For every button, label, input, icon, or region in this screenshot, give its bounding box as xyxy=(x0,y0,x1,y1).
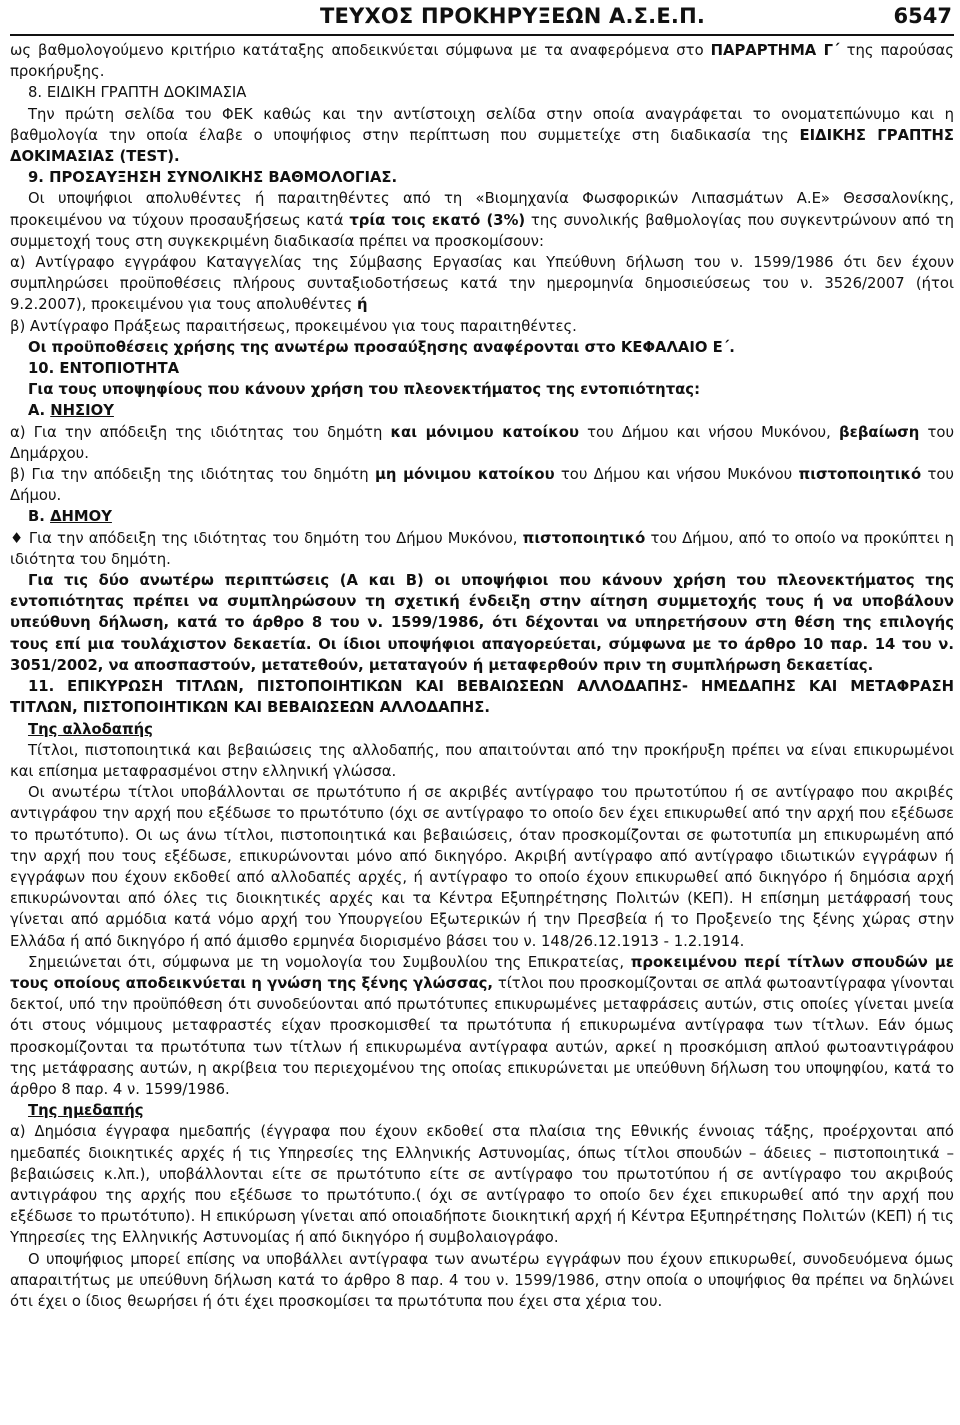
emphasized-text: Για τις δύο ανωτέρω περιπτώσεις (Α και Β) οι υποψήφιοι που κάνουν χρήση του πλεονεκτήματος της εντοπιότητας πρέπει να συμπληρώσουν τη σχετική ένδειξη στην αίτηση συμμετοχής τους ή να υποβάλουν υπεύθυνη δήλωση, κατά το άρθρο 8 του ν. 1599/1986, ότι δέχονται να υπηρετήσουν στη θέση της επιλογής τους επί μια τουλάχιστον δεκαετία. Οι ίδιοι υποψήφιοι απαγορεύεται, σύμφωνα με το άρθρο 10 παρ. 14 του ν. 3051/2002, να αποσπαστούν, μετατεθούν, μεταταγούν ή μεταφερθούν πριν τη συμπλήρωση δεκαετίας. xyxy=(10,572,954,674)
paragraph xyxy=(10,316,954,337)
paragraph xyxy=(10,952,954,1100)
document-body xyxy=(10,40,954,1312)
paragraph xyxy=(10,40,954,82)
text-run: α) Δημόσια έγγραφα ημεδαπής (έγγραφα που έχουν εκδοθεί στα πλαίσια της Εθνικής έννοιας τάξης, προέρχονται από ημεδαπές διοικητικές αρχές ή τις Υπηρεσίες της Ελληνικής Αστυνομίας, όπως τίτλοι σπουδών – άδειες – πιστοποιητικά – βεβαιώσεις κ.λπ.), υποβάλλονται είτε σε πρωτότυπο είτε σε αντίγραφο του πρωτοτύπου ή σε αντίγραφο του ακριβούς αντιγράφου της αρχής που εξέδωσε το πρωτότυπο.( όχι σε αντίγραφο το οποίο δεν έχει επικυρωθεί από την αρχή που εξέδωσε το πρωτότυπο). Η επικύρωση γίνεται από οποιαδήποτε διοικητική αρχή ή Κέντρα Εξυπηρέτησης Πολιτών (ΚΕΠ) ή τις Υπηρεσίες της Ελληνικής Αστυνομίας ή από δικηγόρο ή συμβολαιογράφο. xyxy=(10,1123,954,1247)
text-run: του Δήμου, από το οποίο να προκύπτει η ιδιότητα του δημότη. xyxy=(10,529,954,568)
text-run: 8. ΕΙΔΙΚΗ ΓΡΑΠΤΗ ΔΟΚΙΜΑΣΙΑ xyxy=(28,84,247,102)
text-run: ως βαθμολογούμενο κριτήριο κατάταξης αποδεικνύεται σύμφωνα με τα αναφερόμενα στο xyxy=(10,42,711,59)
text-run: του Δήμου και νήσου Μυκόνου, xyxy=(578,423,839,441)
emphasized-text: 11. ΕΠΙΚΥΡΩΣΗ ΤΙΤΛΩΝ, ΠΙΣΤΟΠΟΙΗΤΙΚΩΝ ΚΑΙ ΒΕΒΑΙΩΣΕΩΝ ΑΛΛΟΔΑΠΗΣ- ΗΜΕΔΑΠΗΣ ΚΑΙ ΜΕΤΑΦΡΑΣΗ ΤΙΤΛΩΝ, ΠΙΣΤΟΠΟΙΗΤΙΚΩΝ ΚΑΙ ΒΕΒΑΙΩΣΕΩΝ ΑΛΛΟΔΑΠΗΣ. xyxy=(10,678,954,717)
paragraph xyxy=(10,167,954,188)
emphasized-text: 9. ΠΡΟΣΑΥΞΗΣΗ ΣΥΝΟΛΙΚΗΣ ΒΑΘΜΟΛΟΓΙΑΣ. xyxy=(28,169,398,187)
paragraph xyxy=(10,740,954,782)
emphasized-text: Α. xyxy=(28,402,51,420)
paragraph xyxy=(10,337,954,358)
paragraph xyxy=(10,464,954,506)
emphasized-text: Β. xyxy=(28,508,51,526)
paragraph xyxy=(10,422,954,464)
emphasized-text: Οι προϋποθέσεις χρήσης της ανωτέρω προσαύξησης αναφέρονται στο ΚΕΦΑΛΑΙΟ Ε΄. xyxy=(28,338,735,356)
emphasized-text: Για τους υποψηφίους που κάνουν χρήση του πλεονεκτήματος της εντοπιότητας: xyxy=(28,381,700,399)
paragraph xyxy=(10,506,954,527)
text-run: ♦ Για την απόδειξη της ιδιότητας του δημότη του Δήμου Μυκόνου, xyxy=(10,529,523,547)
paragraph xyxy=(10,1100,954,1121)
emphasized-text: τρία τοις εκατό (3%) xyxy=(349,211,526,229)
text-run: της συνολικής βαθμολογίας που συγκεντρώνουν από τη συμμετοχή τους στη συγκεκριμένη διαδικασία πρέπει να προσκομίσουν: xyxy=(10,211,954,250)
text-run: Τίτλοι, πιστοποιητικά και βεβαιώσεις της αλλοδαπής, που απαιτούνται από την προκήρυξη πρέπει να είναι επικυρωμένοι και επίσημα μεταφρασμένοι στην ελληνική γλώσσα. xyxy=(10,741,954,780)
text-run: Την πρώτη σελίδα του ΦΕΚ καθώς και την αντίστοιχη σελίδα στην οποία αναγράφεται το ονοματεπώνυμο και η βαθμολογία την οποία έλαβε ο υποψήφιος στην περίπτωση που συμμετείχε στη διαδικασία της xyxy=(10,105,954,144)
emphasized-text: πιστοποιητικό xyxy=(798,466,922,484)
emphasized-text: βεβαίωση xyxy=(839,423,920,441)
paragraph xyxy=(10,528,954,570)
text-run: του Δήμου και νήσου Μυκόνου xyxy=(554,466,799,484)
emphasized-text: Της αλλοδαπής xyxy=(28,720,153,738)
publication-title: ΤΕΥΧΟΣ ΠΡΟΚΗΡΥΞΕΩΝ Α.Σ.Ε.Π. xyxy=(320,4,706,28)
text-run: του Δήμου. xyxy=(10,466,954,505)
paragraph xyxy=(10,1121,954,1248)
emphasized-text: ΠΑΡΑΡΤΗΜΑ Γ΄ xyxy=(710,42,840,59)
text-run: Οι υποψήφιοι απολυθέντες ή παραιτηθέντες από τη «Βιομηχανία Φωσφορικών Λιπασμάτων Α.Ε» Θεσσαλονίκης, προκειμένου να τύχουν προσαυξήσεως κατά xyxy=(10,190,954,229)
paragraph xyxy=(10,379,954,400)
paragraph xyxy=(10,82,954,103)
emphasized-text: προκειμένου περί τίτλων σπουδών με τους οποίους αποδεικνύεται η γνώση της ξένης γλώσσας, xyxy=(10,953,954,992)
text-run: β) Αντίγραφο Πράξεως παραιτήσεως, προκειμένου για τους παραιτηθέντες. xyxy=(10,317,577,335)
paragraph xyxy=(10,676,954,718)
document-page xyxy=(10,0,954,1312)
text-run: της παρούσας προκήρυξης. xyxy=(10,42,954,81)
emphasized-text: και μόνιμου κατοίκου xyxy=(390,423,579,441)
text-run: του Δημάρχου. xyxy=(10,423,955,462)
paragraph xyxy=(10,400,954,421)
text-run: Σημειώνεται ότι, σύμφωνα με τη νομολογία του Συμβουλίου της Επικρατείας, xyxy=(28,953,631,971)
paragraph xyxy=(10,252,954,316)
paragraph xyxy=(10,719,954,740)
emphasized-text: ΔΗΜΟΥ xyxy=(50,508,112,526)
text-run: α) Αντίγραφο εγγράφου Καταγγελίας της Σύμβασης Εργασίας και Υπεύθυνη δήλωση του ν. 1599/1986 ότι δεν έχουν συμπληρώσει προϋποθέσεις πλήρους συνταξιοδοτήσεως κατά την ημερομηνία δημοσιεύσεως του ν. 3526/2007 (ήτοι 9.2.2007), προκειμένου για τους απολυθέντες xyxy=(10,254,954,314)
emphasized-text: μη μόνιμου κατοίκου xyxy=(374,466,555,484)
emphasized-text: πιστοποιητικό xyxy=(522,529,646,547)
text-run: Ο υποψήφιος μπορεί επίσης να υποβάλλει αντίγραφα των ανωτέρω εγγράφων που έχουν επικυρωθεί, συνοδευόμενα όμως απαραιτήτως με υπεύθυνη δήλωση κατά το άρθρο 8 παρ. 4 του ν. 1599/1986, στην οποία ο υποψήφιος θα πρέπει να δηλώνει ότι έχει ο ίδιος θεωρήσει ή ότι έχει προσκομίσει τα πρωτότυπα που έχει στα χέρια του. xyxy=(10,1250,954,1310)
text-run: α) Για την απόδειξη της ιδιότητας του δημότη xyxy=(10,423,391,441)
paragraph xyxy=(10,570,954,676)
paragraph xyxy=(10,782,954,952)
emphasized-text: ΝΗΣΙΟΥ xyxy=(50,402,114,420)
paragraph xyxy=(10,358,954,379)
emphasized-text: 10. ΕΝΤΟΠΙΟΤΗΤΑ xyxy=(28,360,180,378)
page-header xyxy=(10,0,954,36)
paragraph xyxy=(10,1249,954,1313)
emphasized-text: Της ημεδαπής xyxy=(28,1102,144,1120)
text-run: τίτλοι που προσκομίζονται σε απλά φωτοαντίγραφα γίνονται δεκτοί, υπό την προϋπόθεση ότι συνοδεύονται από πρωτότυπες επικυρωμένες μεταφράσεις αυτών, στις οποίες γίνεται μνεία ότι στους νόμιμους μεταφραστές είχαν προσκομισθεί τα πρωτότυπα ή επικυρωμένα αντίγραφα των τίτλων. Εάν όμως προσκομίζονται τα πρωτότυπα των τίτλων ή επικυρωμένα αντίγραφα αυτών, αρκεί η προσκόμιση απλού φωτοαντιγράφου της μετάφρασης αυτών, η ακρίβεια του περιεχομένου της οποίας επικυρώνεται με υπεύθυνη δήλωση του υποψηφίου, κατά το άρθρο 8 παρ. 4 ν. 1599/1986. xyxy=(10,974,954,1098)
text-run: β) Για την απόδειξη της ιδιότητας του δημότη xyxy=(10,466,375,484)
page-number: 6547 xyxy=(893,4,952,28)
emphasized-text: ή xyxy=(356,296,368,314)
paragraph xyxy=(10,104,954,168)
emphasized-text: ΕΙΔΙΚΗΣ ΓΡΑΠΤΗΣ ΔΟΚΙΜΑΣΙΑΣ (TEST). xyxy=(10,126,955,166)
text-run: Οι ανωτέρω τίτλοι υποβάλλονται σε πρωτότυπο ή σε ακριβές αντίγραφο του πρωτοτύπου ή σε αντίγραφο που ακριβές αντιγράφου την αρχή που εξέδωσε το πρωτότυπο (όχι σε αντίγραφο το οποίο δεν έχει επικυρωθεί από την αρχή που εξέδωσε το πρωτότυπο). Οι ως άνω τίτλοι, πιστοποιητικά και βεβαιώσεις, όταν προσκομίζονται σε φωτοτυπία μη επικυρωμένη από την αρχή που τους εξέδωσε, επικυρώνονται μόνο από δικηγόρο. Ακριβή αντίγραφο από αντίγραφο ιδιωτικών εγγράφων ή εγγράφων που έχουν εκδοθεί από αλλοδαπές αρχές, ή αντίγραφο το οποίο έχουν επικυρωθεί από δικηγόρο ή δημόσια αρχή επικυρώνονται από όλες τις διοικητικές αρχές και τα Κέντρα Εξυπηρέτησης Πολιτών (ΚΕΠ). Η επίσημη μετάφρασή τους γίνεται από αρμόδια κατά νόμο αρχή του Υπουργείου Εξωτερικών ή την Πρεσβεία ή το Προξενείο της ξένης χώρας στην Ελλάδα ή από δικηγόρο ή από άμισθο ερμηνέα διορισμένο βάσει του ν. 148/26.12.1913 - 1.2.1914. xyxy=(10,784,954,950)
paragraph xyxy=(10,188,954,252)
